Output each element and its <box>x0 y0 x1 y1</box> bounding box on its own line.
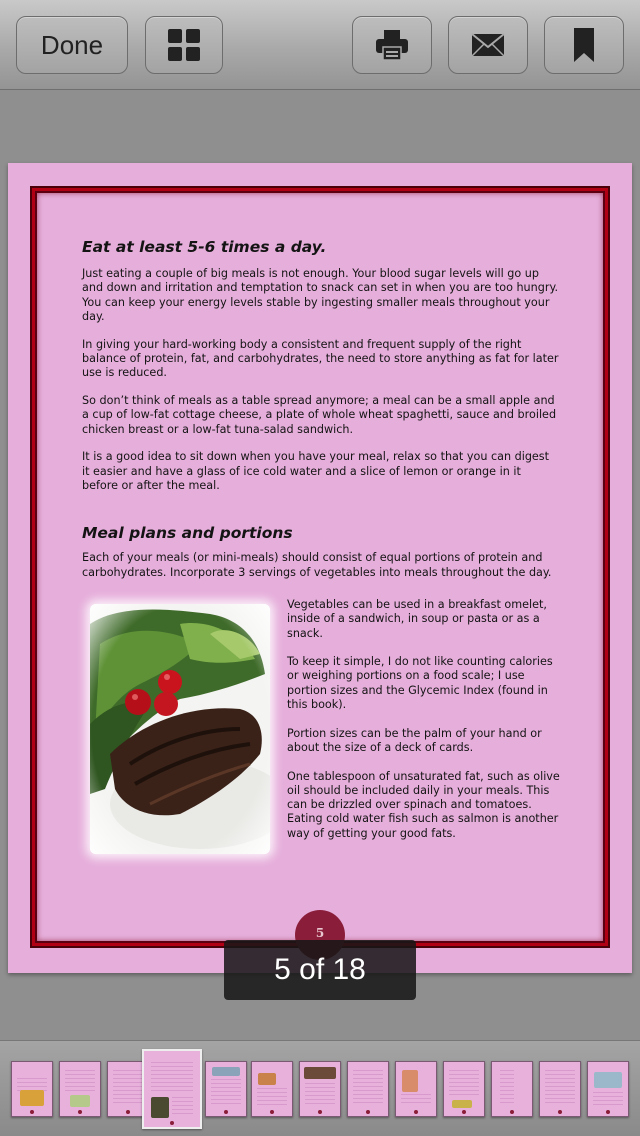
page-thumbnail[interactable] <box>11 1061 53 1117</box>
print-button[interactable] <box>352 16 432 74</box>
grid-view-button[interactable] <box>145 16 223 74</box>
paragraph: One tablespoon of unsaturated fat, such as olive oil should be included daily in your meals. This can be drizzled over spinach and tomatoes. Eating cold water fish such as salmon is another way of getting your good fats. <box>287 769 560 840</box>
mail-button[interactable] <box>448 16 528 74</box>
page-number-badge: 5 <box>295 910 345 960</box>
top-toolbar <box>0 0 640 90</box>
page-thumbnail-active[interactable] <box>142 1049 202 1129</box>
bookmark-button[interactable] <box>544 16 624 74</box>
paragraph: Just eating a couple of big meals is not enough. Your blood sugar levels will go up and down and irritation and temptation to snack can set in when you are too hungry. You can keep your energy levels stable by ingesting smaller meals throughout your day. <box>82 267 559 323</box>
section-heading-meal-plans: Meal plans and portions <box>82 524 293 543</box>
side-text-column <box>287 598 560 855</box>
page-thumbnail[interactable] <box>491 1061 533 1117</box>
paragraph: It is a good idea to sit down when you have your meal, relax so that you can digest it easier and have a glass of ice cold water and a slice of lemon or orange in it before or after the meal. <box>82 450 550 493</box>
page-thumbnail[interactable] <box>539 1061 581 1117</box>
paragraph: In giving your hard-working body a consistent and frequent supply of the right balance of protein, fat, and carbohydrates, the need to store anything as fat for later use is reduced. <box>82 337 559 380</box>
page-thumbnail[interactable] <box>587 1061 629 1117</box>
photo-section <box>82 598 560 898</box>
page-thumbnail[interactable] <box>251 1061 293 1117</box>
page-counter: 5 of 18 <box>224 940 416 1000</box>
page-content <box>82 237 560 898</box>
paragraph: So don’t think of meals as a table spread anymore; a meal can be a small apple and a cup of low-fat cottage cheese, a plate of whole wheat spaghetti, sauce and broiled chicken breast or a low-fat tuna-salad sandwich. <box>82 394 557 436</box>
page-thumbnail[interactable] <box>347 1061 389 1117</box>
grid-icon <box>167 28 201 62</box>
page-thumbnail[interactable] <box>443 1061 485 1117</box>
paragraph: Each of your meals (or mini-meals) should consist of equal portions of protein and carbohydrates. Incorporate 3 servings of vegetables into meals throughout the day. <box>82 551 552 579</box>
page-thumbnail[interactable] <box>59 1061 101 1117</box>
done-button[interactable]: Done <box>16 16 128 74</box>
thumbnail-strip[interactable] <box>0 1040 640 1136</box>
paragraph: Vegetables can be used in a breakfast omelet, inside of a sandwich, in soup or pasta or as a snack. <box>287 597 547 640</box>
mail-icon <box>471 33 505 57</box>
page-thumbnail[interactable] <box>395 1061 437 1117</box>
steak-salad-photo <box>90 604 270 854</box>
printer-icon <box>375 29 409 61</box>
section-heading-meals: Eat at least 5-6 times a day. <box>82 238 327 256</box>
bookmark-icon <box>573 27 595 63</box>
document-page <box>8 163 632 973</box>
page-thumbnail[interactable] <box>205 1061 247 1117</box>
paragraph: To keep it simple, I do not like counting calories or weighing portions on a food scale; I use portion sizes and the Glycemic Index (found in this book). <box>287 655 553 712</box>
paragraph: Portion sizes can be the palm of your hand or about the size of a deck of cards. <box>287 726 542 754</box>
page-thumbnail[interactable] <box>299 1061 341 1117</box>
